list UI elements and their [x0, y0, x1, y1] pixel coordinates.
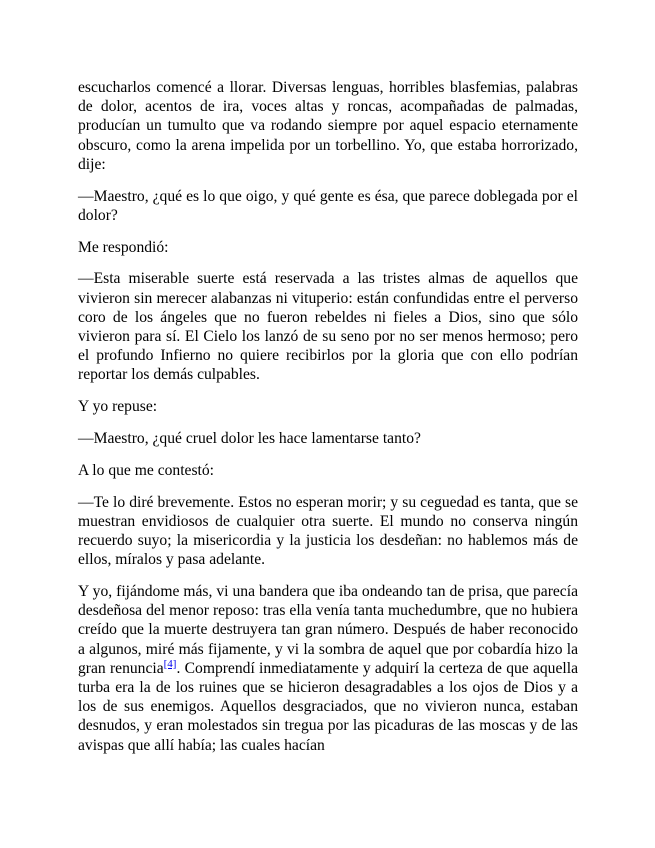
paragraph-4: —Esta miserable suerte está reservada a las tristes almas de aquellos que vivieron sin merecer alabanzas ni vituperio: están confundidas entre el perverso coro de los ángeles que no fueron rebeldes ni fieles a Dios, sino que sólo vivieron para sí. El Cielo los lanzó de su seno por no ser menos hermoso; pero el profundo Infierno no quiere recibirlos por la gloria que con ello podrían reportar los demás culpables. [78, 270, 578, 384]
paragraph-6: —Maestro, ¿qué cruel dolor les hace lamentarse tanto? [78, 430, 421, 448]
paragraph-9-text-before-note: Y yo, fijándome más, vi una bandera que iba ondeando tan de prisa, que parecía desdeñosa del menor reposo: tras ella venía tanta muchedumbre, que no hubiera creído que la muerte destruyera tan gran número. Después de haber reconocido a algunos, miré más fijamente, y vi la sombra de aquel que por cobardía hizo la gran renuncia [78, 583, 578, 677]
paragraph-7: A lo que me contestó: [78, 461, 214, 479]
paragraph-1: escucharlos comencé a llorar. Diversas lenguas, horribles blasfemias, palabras de dolor, acentos de ira, voces altas y roncas, acompañadas de palmadas, producían un tumulto que va rodando siempre por aquel espacio eternamente obscuro, como la arena impelida por un torbellino. Yo, que estaba horrorizado, dije: [78, 79, 578, 173]
footnote-link-4[interactable]: [4] [163, 657, 177, 670]
document-page [78, 78, 578, 767]
paragraph-9-text-after-note: . Comprendí inmediatamente y adquirí la certeza de que aquella turba era la de los ruines que se hicieron desagradables a los ojos de Dios y a los de sus enemigos. Aquellos desgraciados, que no vivieron nunca, estaban desnudos, y eran molestados sin tregua por las picaduras de las moscas y de las avispas que allí había; las cuales hacían [78, 659, 578, 754]
paragraph-8: —Te lo diré brevemente. Estos no esperan morir; y su ceguedad es tanta, que se muestran envidiosos de cualquier otra suerte. El mundo no conserva ningún recuerdo suyo; la misericordia y la justicia los desdeñan: no hablemos más de ellos, míralos y pasa adelante. [78, 493, 578, 569]
paragraph-2: —Maestro, ¿qué es lo que oigo, y qué gente es ésa, que parece doblegada por el dolor? [78, 187, 578, 224]
paragraph-3: Me respondió: [78, 238, 169, 256]
paragraph-9 [78, 582, 578, 755]
paragraph-5: Y yo repuse: [78, 398, 158, 416]
